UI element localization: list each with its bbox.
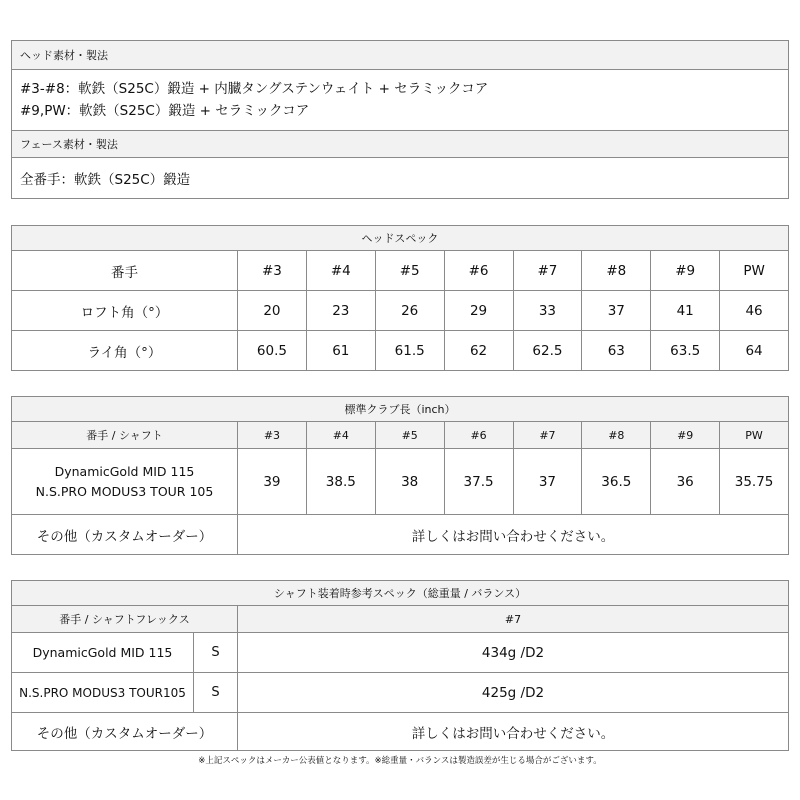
lie-value: 60.5 <box>238 331 307 371</box>
length-value: 35.75 <box>720 449 789 515</box>
club-header: 番手 <box>12 251 238 291</box>
club-header-cell: #6 <box>444 251 513 291</box>
head-material-title: ヘッド素材・製法 <box>12 41 789 70</box>
face-material-title: フェース素材・製法 <box>12 131 789 158</box>
length-value: 39 <box>238 449 307 515</box>
footnote: ※上記スペックはメーカー公表値となります。※総重量・バランスは製造誤差が生じる場合がございます。 <box>198 756 602 766</box>
length-value: 36 <box>651 449 720 515</box>
shaft-name: N.S.PRO MODUS3 TOUR105 <box>12 673 194 713</box>
weight-spec-title: シャフト装着時参考スペック（総重量 / バランス） <box>12 581 789 606</box>
club-header-cell: #6 <box>444 422 513 449</box>
lie-value: 62.5 <box>513 331 582 371</box>
club-header-cell: #3 <box>238 422 307 449</box>
club-header-cell: #7 <box>513 251 582 291</box>
length-spec-title: 標準クラブ長（inch） <box>12 397 789 422</box>
face-material-line: 全番手：軟鉄（S25C）鍛造 <box>12 158 789 199</box>
lie-value: 61.5 <box>375 331 444 371</box>
head-spec-title: ヘッドスペック <box>12 226 789 251</box>
club-header-cell: PW <box>720 251 789 291</box>
materials-table <box>11 40 789 199</box>
shaft-name: DynamicGold MID 115 <box>54 463 195 479</box>
other-label: その他（カスタムオーダー） <box>12 713 238 751</box>
length-spec-table <box>11 396 789 555</box>
lie-value: 62 <box>444 331 513 371</box>
length-value: 37 <box>513 449 582 515</box>
loft-value: 46 <box>720 291 789 331</box>
loft-value: 20 <box>238 291 307 331</box>
flex: S <box>194 633 238 673</box>
club-header-cell: #8 <box>582 422 651 449</box>
row-label: ライ角（°） <box>12 331 238 371</box>
shaft-name: DynamicGold MID 115 <box>12 633 194 673</box>
club-header-cell: #5 <box>375 251 444 291</box>
shaft-name: N.S.PRO MODUS3 TOUR 105 <box>35 483 214 499</box>
head-material-line: #9,PW：軟鉄（S25C）鍛造 + セラミックコア <box>20 103 310 119</box>
head-material-line: #3-#8：軟鉄（S25C）鍛造 + 内臓タングステンウェイト + セラミックコア <box>20 81 489 97</box>
lie-value: 61 <box>306 331 375 371</box>
club-header-cell: #3 <box>238 251 307 291</box>
club-header-cell: PW <box>720 422 789 449</box>
loft-value: 23 <box>306 291 375 331</box>
loft-value: 26 <box>375 291 444 331</box>
lie-value: 63.5 <box>651 331 720 371</box>
club-header-cell: #7 <box>513 422 582 449</box>
lie-value: 63 <box>582 331 651 371</box>
row-label: ロフト角（°） <box>12 291 238 331</box>
length-value: 36.5 <box>582 449 651 515</box>
head-spec-table <box>11 225 789 371</box>
loft-value: 29 <box>444 291 513 331</box>
club-shaft-header: 番手 / シャフト <box>12 422 238 449</box>
club-7-header: #7 <box>238 606 789 633</box>
lie-value: 64 <box>720 331 789 371</box>
weight-spec-table <box>11 580 789 751</box>
weight-value: 434g /D2 <box>238 633 789 673</box>
club-header-cell: #9 <box>651 251 720 291</box>
club-header-cell: #8 <box>582 251 651 291</box>
other-value: 詳しくはお問い合わせください。 <box>238 515 789 555</box>
weight-value: 425g /D2 <box>238 673 789 713</box>
loft-value: 41 <box>651 291 720 331</box>
loft-value: 33 <box>513 291 582 331</box>
loft-value: 37 <box>582 291 651 331</box>
length-value: 38 <box>375 449 444 515</box>
other-label: その他（カスタムオーダー） <box>12 515 238 555</box>
club-header-cell: #4 <box>306 422 375 449</box>
club-header-cell: #4 <box>306 251 375 291</box>
flex-header: 番手 / シャフトフレックス <box>12 606 238 633</box>
club-header-cell: #9 <box>651 422 720 449</box>
club-header-cell: #5 <box>375 422 444 449</box>
other-value: 詳しくはお問い合わせください。 <box>238 713 789 751</box>
flex: S <box>194 673 238 713</box>
length-value: 38.5 <box>306 449 375 515</box>
length-value: 37.5 <box>444 449 513 515</box>
